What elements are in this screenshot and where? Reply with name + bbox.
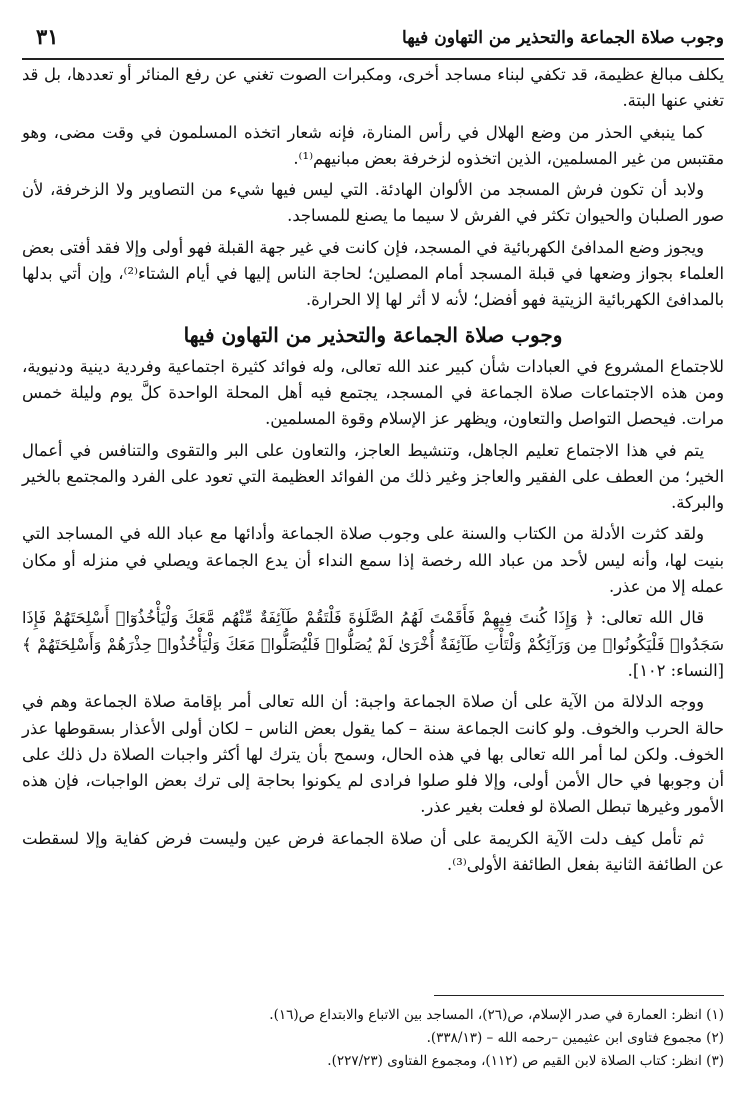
paragraph: ولابد أن تكون فرش المسجد من الألوان الهادئة. التي ليس فيها شيء من التصاوير ولا الزخرفة، لأن صور الصلبان والحيوان تكثر في الفرش لا سيما ما يصنع للمساجد. xyxy=(22,180,724,226)
page xyxy=(22,22,724,1082)
paragraph: ولقد كثرت الأدلة من الكتاب والسنة على وجوب صلاة الجماعة وأدائها مع عباد الله في المساجد التي بنيت لها، وأنه ليس لأحد من عباد الله رخصة إذا سمع النداء أن يدع الجماعة ويصلي في منزله أو مكان عمله إلا من عذر. xyxy=(22,524,724,597)
footnote: (٢) مجموع فتاوى ابن عثيمين –رحمه الله – (٣٣٨/١٣). xyxy=(426,1030,724,1046)
paragraph: كما ينبغي الحذر من وضع الهلال في رأس المنارة، فإنه شعار اتخذه المسلمون في وقت مضى، وهو مقتبس من غير المسلمين، الذين اتخذوه لزخرفة بعض مبانيهم⁽¹⁾. xyxy=(22,122,724,168)
paragraph: ووجه الدلالة من الآية على أن صلاة الجماعة واجبة: أن الله تعالى أمر بإقامة صلاة الجماعة وهم في حالة الحرب والخوف. ولو كانت الجماعة سنة – كما يقول بعض الناس – لكان أولى الأعذار بسقوطها عذر الخوف. ولكن لما أمر الله تعالى بها في هذه الحال، وسمح بأن يترك لها أكثر واجبات الصلاة دل ذلك على أن وجوبها في حال الأمن أولى، وإلا فلو صلوا فرادى لم يكونوا بحاجة إلى ترك بعض الواجبات، فإن هذه الأمور وغيرها تبطل الصلاة لو فعلت بغير عذر. xyxy=(22,692,724,817)
paragraph: يتم في هذا الاجتماع تعليم الجاهل، وتنشيط العاجز، والتعاون على البر والتقوى والتنافس في أعمال الخير؛ من العطف على الفقير والعاجز وغير ذلك من الفوائد العظيمة التي تعود على الفرد والمجتمع بالخير والبركة. xyxy=(22,440,724,513)
footnote: (١) انظر: العمارة في صدر الإسلام، ص(٢٦)، المساجد بين الاتباع والابتداع ص(١٦). xyxy=(269,1007,724,1023)
quran-paragraph xyxy=(22,605,724,684)
quran-intro: قال الله تعالى: ﴿ xyxy=(584,608,704,628)
quran-reference: ﴾ [النساء: ١٠٢]. xyxy=(22,634,724,680)
paragraph: ويجوز وضع المدافئ الكهربائية في المسجد، فإن كانت في غير جهة القبلة فهو أولى وإلا فقد أفتى بعض العلماء بجواز وضعها في قبلة المسجد أمام المصلين؛ لحاجة الناس إليها في أيام الشتاء⁽²⁾، وإن أتي بدلها بالمدافئ الكهربائية الزيتية فهو أفضل؛ لأنه لا أثر لها إلا الحرارة. xyxy=(22,237,724,310)
page-header xyxy=(22,22,724,60)
paragraph: ثم تأمل كيف دلت الآية الكريمة على أن صلاة الجماعة فرض عين وليست فرض كفاية وإلا لسقطت عن الطائفة الثانية بفعل الطائفة الأولى⁽³⁾. xyxy=(22,828,724,875)
footnotes xyxy=(22,1004,724,1073)
paragraph: للاجتماع المشروع في العبادات شأن كبير عند الله تعالى، وله فوائد كثيرة اجتماعية وفردية دينية ودنيوية، ومن هذه الاجتماعات صلاة الجماعة في المسجد، يجتمع فيه أهل المحلة الواحدة كلَّ يوم وليلة خمس مرات. فيحصل التواصل والتعاون، ويظهر عز الإسلام وقوة المسلمين. xyxy=(22,356,724,429)
paragraph: يكلف مبالغ عظيمة، قد تكفي لبناء مساجد أخرى، ومكبرات الصوت تغني عن رفع المنائر أو تعددها، بل قد تغني عنها البتة. xyxy=(22,65,724,111)
main-text xyxy=(22,62,724,878)
quran-verse: وَإِذَا كُنتَ فِيهِمْ فَأَقَمْتَ لَهُمُ الصَّلَوٰةَ فَلْتَقُمْ طَآئِفَةٌ مِّنْهُم مَّعَكَ وَلْيَأْخُذُوٓا۟ أَسْلِحَتَهُمْ فَإِذَا سَجَدُوا۟ فَلْيَكُونُوا۟ مِن وَرَآئِكُمْ وَلْتَأْتِ طَآئِفَةٌ أُخْرَىٰ لَمْ يُصَلُّوا۟ فَلْيُصَلُّوا۟ مَعَكَ وَلْيَأْخُذُوا۟ حِذْرَهُمْ وَأَسْلِحَتَهُمْ xyxy=(22,608,724,654)
section-heading: وجوب صلاة الجماعة والتحذير من التهاون فيها xyxy=(183,322,563,347)
running-title: وجوب صلاة الجماعة والتحذير من التهاون فيها xyxy=(402,28,724,48)
footnote: (٣) انظر: كتاب الصلاة لابن القيم ص (١١٢)، ومجموع الفتاوى (٢٢٧/٢٣). xyxy=(327,1053,724,1069)
footnote-divider xyxy=(434,995,724,996)
page-number: ٣١ xyxy=(36,24,59,49)
